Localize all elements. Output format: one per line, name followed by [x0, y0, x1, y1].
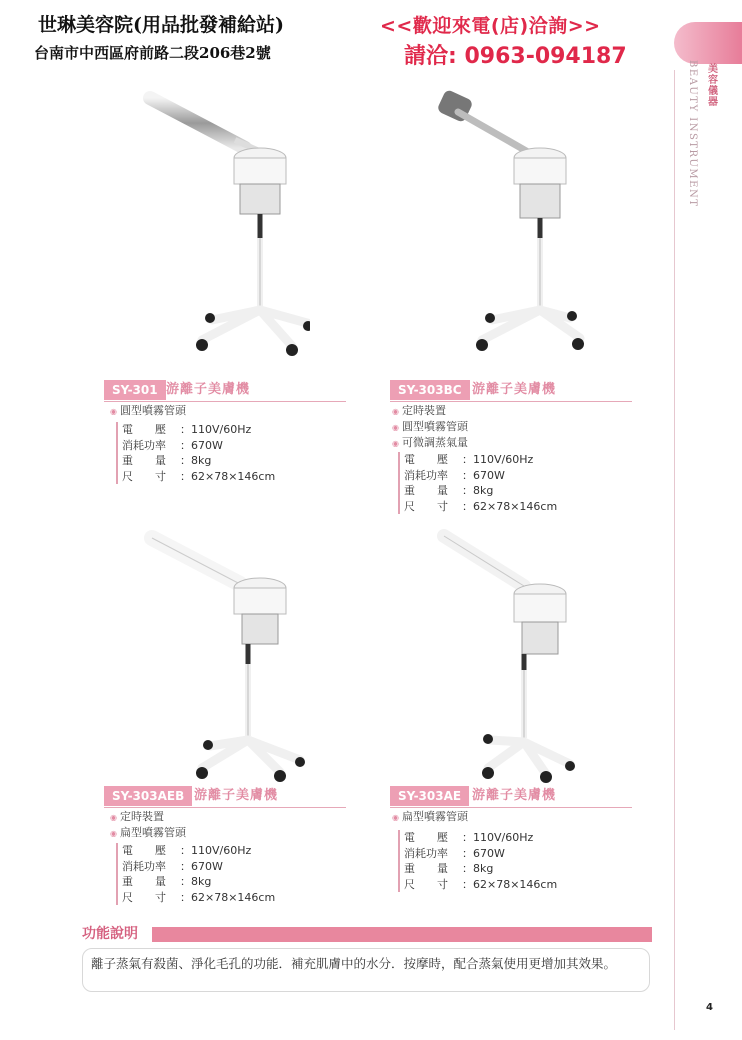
phone-number: 請洽: 0963-094187	[404, 44, 627, 69]
spec-row: 電 壓 ：110V/60Hz	[404, 453, 534, 466]
product-code: SY-303BC	[390, 380, 470, 400]
shop-address: 台南市中西區府前路二段206巷2號	[34, 44, 271, 62]
spec-row: 消耗功率 ：670W	[404, 468, 505, 482]
spec-row: 消耗功率 ：670W	[122, 859, 223, 873]
side-tab-label: 美容儀器	[708, 64, 718, 108]
header-rule	[104, 401, 346, 402]
product-code: SY-301	[104, 380, 166, 400]
spec-row: 電 壓 ：110V/60Hz	[122, 423, 252, 436]
product-header-sy-303bc	[390, 380, 632, 400]
spec-row: 電 壓 ：110V/60Hz	[122, 844, 252, 857]
feature-item: ◉ 定時裝置	[392, 403, 468, 419]
feature-item: ◉ 可微調蒸氣量	[392, 435, 468, 451]
product-code: SY-303AEB	[104, 786, 192, 806]
product-specs-sy-301	[116, 422, 275, 484]
product-image-sy-303ae	[420, 520, 590, 785]
feature-item: ◉ 扁型噴霧管頭	[392, 809, 468, 825]
product-name: 游離子美膚機	[166, 382, 251, 397]
header-rule	[390, 401, 632, 402]
spec-row: 重 量 ：8kg	[404, 484, 494, 497]
product-header-sy-301	[104, 380, 346, 400]
welcome-banner: <<歡迎來電(店)洽詢>>	[380, 15, 601, 37]
function-section-title: 功能說明	[82, 926, 138, 942]
product-name: 游離子美膚機	[472, 788, 557, 803]
spec-row: 重 量 ：8kg	[404, 862, 494, 875]
product-header-sy-303aeb	[104, 786, 346, 806]
product-header-sy-303ae	[390, 786, 632, 806]
product-image-sy-303aeb	[140, 520, 310, 785]
product-features-sy-303ae	[392, 809, 468, 825]
product-image-sy-303bc	[420, 88, 590, 358]
header-rule	[390, 807, 632, 808]
spec-row: 重 量 ：8kg	[122, 454, 212, 467]
product-image-sy-301	[140, 88, 310, 358]
product-features-sy-303bc	[392, 403, 468, 451]
spec-row: 電 壓 ：110V/60Hz	[404, 831, 534, 844]
page-number: 4	[706, 1002, 713, 1013]
product-features-sy-303aeb	[110, 809, 186, 841]
spec-row: 尺 寸 ：62×78×146cm	[122, 890, 276, 904]
feature-item: ◉ 扁型噴霧管頭	[110, 825, 186, 841]
product-name: 游離子美膚機	[194, 788, 279, 803]
product-name: 游離子美膚機	[472, 382, 557, 397]
function-description: 離子蒸氣有殺菌、淨化毛孔的功能．補充肌膚中的水分．按摩時，配合蒸氣使用更增加其效果。	[82, 948, 650, 992]
spec-row: 尺 寸 ：62×78×146cm	[404, 877, 558, 891]
spec-row: 消耗功率 ：670W	[404, 846, 505, 860]
header-rule	[104, 807, 346, 808]
shop-name: 世琳美容院(用品批發補給站)	[38, 14, 284, 36]
feature-item: ◉ 圓型噴霧管頭	[110, 403, 186, 419]
product-specs-sy-303bc	[398, 452, 557, 514]
side-tab-label-en: BEAUTY INSTRUMENT	[687, 60, 698, 208]
product-code: SY-303AE	[390, 786, 469, 806]
spec-row: 尺 寸 ：62×78×146cm	[404, 499, 558, 513]
spec-row: 重 量 ：8kg	[122, 875, 212, 888]
product-specs-sy-303aeb	[116, 843, 275, 905]
side-divider	[674, 70, 675, 1030]
side-tab	[674, 22, 742, 64]
spec-row: 尺 寸 ：62×78×146cm	[122, 469, 276, 483]
function-section-bar	[152, 927, 652, 942]
spec-row: 消耗功率 ：670W	[122, 438, 223, 452]
feature-item: ◉ 圓型噴霧管頭	[392, 419, 468, 435]
product-specs-sy-303ae	[398, 830, 557, 892]
product-features-sy-301	[110, 403, 186, 419]
feature-item: ◉ 定時裝置	[110, 809, 186, 825]
